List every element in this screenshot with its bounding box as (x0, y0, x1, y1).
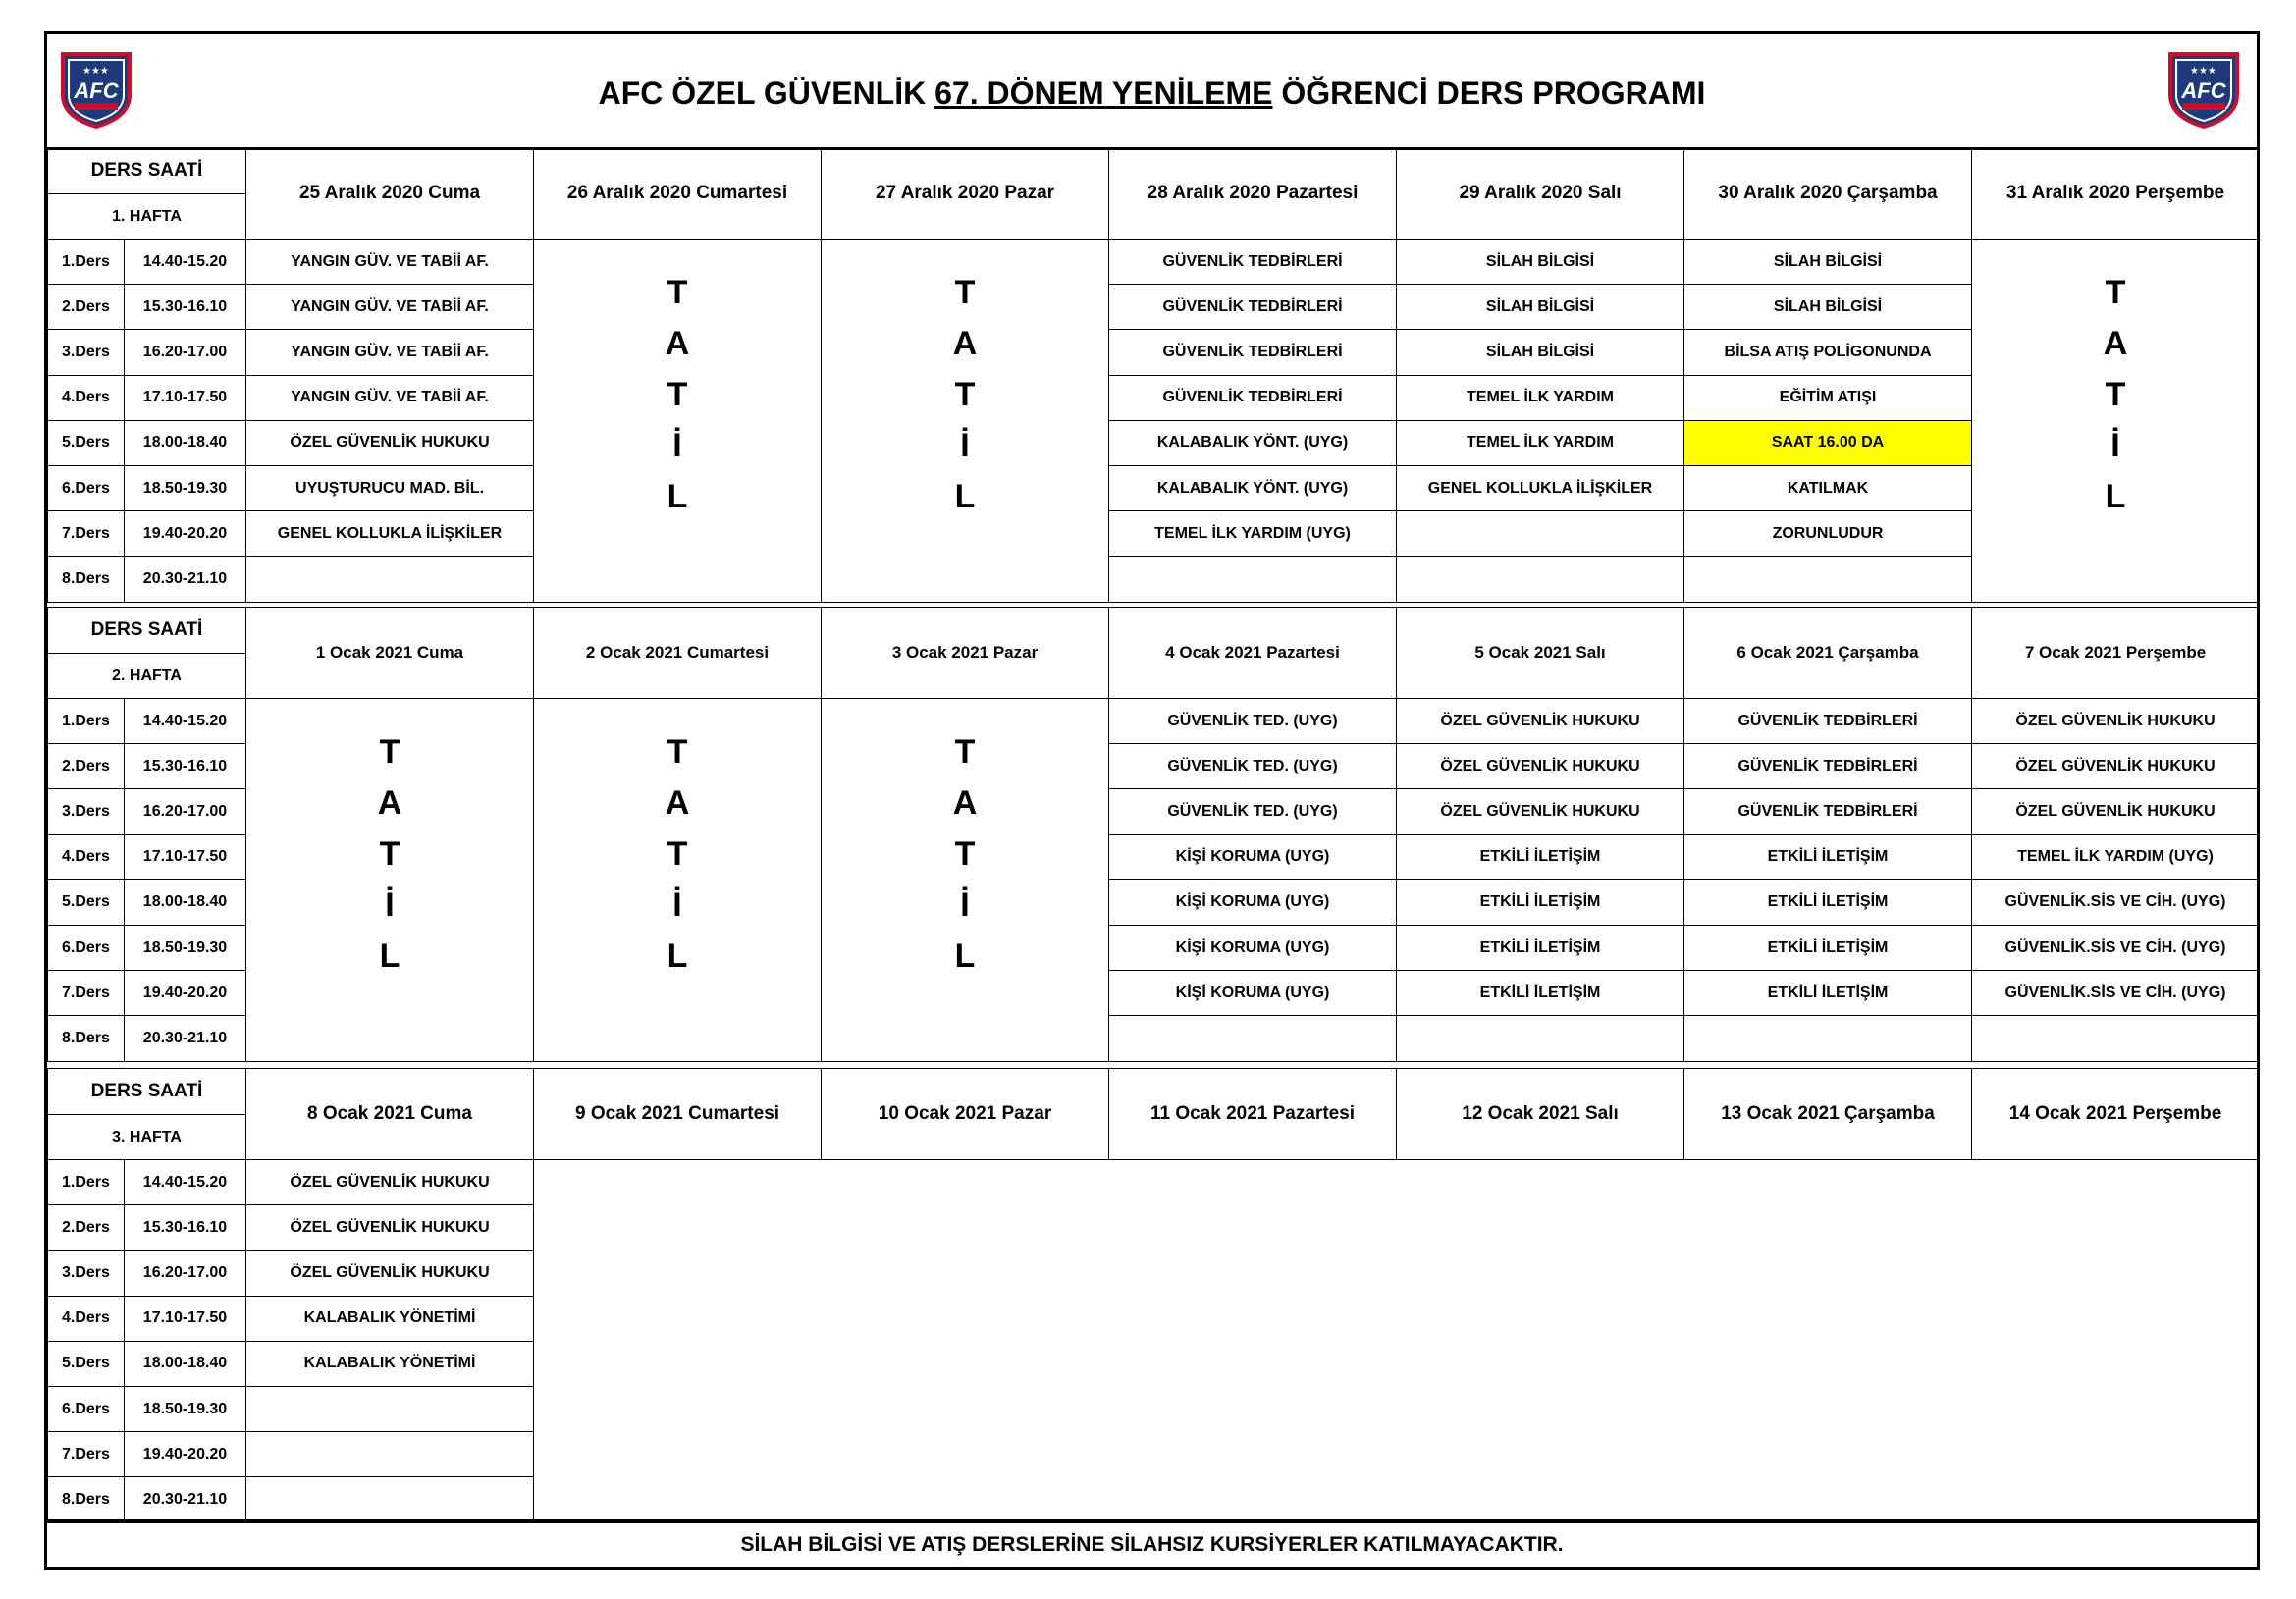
holiday-letter: L (667, 937, 688, 975)
lesson-time: 16.20-17.00 (125, 330, 246, 375)
svg-text:★★★: ★★★ (82, 66, 109, 77)
lesson-cell: GÜVENLİK TED. (UYG) (1109, 744, 1397, 789)
lesson-cell (1397, 1016, 1684, 1061)
day-header: 26 Aralık 2020 Cumartesi (534, 148, 822, 240)
lesson-number: 4.Ders (48, 1296, 125, 1341)
lesson-time: 15.30-16.10 (125, 285, 246, 330)
lesson-time: 18.50-19.30 (125, 1386, 246, 1431)
logo-text: AFC (2181, 79, 2226, 103)
lesson-cell: GÜVENLİK TEDBİRLERİ (1109, 285, 1397, 330)
lesson-time: 17.10-17.50 (125, 834, 246, 879)
lesson-time: 19.40-20.20 (125, 971, 246, 1016)
lesson-cell: GÜVENLİK TEDBİRLERİ (1109, 330, 1397, 375)
lesson-cell: YANGIN GÜV. VE TABİİ AF. (246, 330, 534, 375)
page-title: AFC ÖZEL GÜVENLİK 67. DÖNEM YENİLEME ÖĞRENCİ DERS PROGRAMI (598, 76, 1706, 111)
lesson-number: 5.Ders (48, 1341, 125, 1386)
week-table-1 (47, 147, 2260, 603)
lesson-time: 15.30-16.10 (125, 1205, 246, 1251)
day-header: 4 Ocak 2021 Pazartesi (1109, 608, 1397, 699)
holiday-letter: İ (385, 886, 395, 924)
lesson-time: 17.10-17.50 (125, 1296, 246, 1341)
lesson-number: 1.Ders (48, 699, 125, 744)
lesson-number: 3.Ders (48, 789, 125, 834)
holiday-cell (534, 240, 822, 603)
lesson-cell: TEMEL İLK YARDIM (UYG) (1109, 511, 1397, 557)
lesson-cell (1397, 557, 1684, 602)
holiday-cell (1972, 240, 2260, 603)
ders-saati-header: DERS SAATİ (48, 608, 246, 654)
lesson-cell: GÜVENLİK TEDBİRLERİ (1684, 744, 1972, 789)
week-table-2 (47, 607, 2260, 1062)
lesson-cell: GÜVENLİK.SİS VE CİH. (UYG) (1972, 879, 2260, 925)
lesson-cell (1684, 1016, 1972, 1061)
holiday-letter: A (2103, 325, 2128, 362)
lesson-cell: ÖZEL GÜVENLİK HUKUKU (246, 420, 534, 465)
lesson-number: 4.Ders (48, 834, 125, 879)
lesson-number: 8.Ders (48, 1016, 125, 1061)
day-header: 11 Ocak 2021 Pazartesi (1109, 1069, 1397, 1160)
lesson-time: 18.00-18.40 (125, 1341, 246, 1386)
holiday-letter: T (667, 835, 688, 873)
lesson-cell: ÖZEL GÜVENLİK HUKUKU (246, 1160, 534, 1205)
lesson-cell: SİLAH BİLGİSİ (1684, 285, 1972, 330)
lesson-cell: GENEL KOLLUKLA İLİŞKİLER (1397, 465, 1684, 510)
lesson-number: 5.Ders (48, 420, 125, 465)
day-header: 30 Aralık 2020 Çarşamba (1684, 148, 1972, 240)
lesson-cell: GENEL KOLLUKLA İLİŞKİLER (246, 511, 534, 557)
holiday-letter: İ (960, 427, 970, 464)
lesson-number: 2.Ders (48, 744, 125, 789)
lesson-time: 16.20-17.00 (125, 1251, 246, 1296)
lesson-number: 1.Ders (48, 240, 125, 285)
lesson-cell (1397, 511, 1684, 557)
lesson-number: 7.Ders (48, 511, 125, 557)
day-header: 12 Ocak 2021 Salı (1397, 1069, 1684, 1160)
lesson-time: 20.30-21.10 (125, 1477, 246, 1522)
lesson-number: 3.Ders (48, 1251, 125, 1296)
lesson-time: 14.40-15.20 (125, 240, 246, 285)
lesson-cell: KALABALIK YÖNETİMİ (246, 1341, 534, 1386)
holiday-letter: A (665, 784, 690, 822)
schedule-sheet (44, 31, 2260, 1570)
lesson-cell: YANGIN GÜV. VE TABİİ AF. (246, 240, 534, 285)
afc-logo-right (2161, 44, 2247, 131)
holiday-letter: İ (960, 886, 970, 924)
ders-saati-header: DERS SAATİ (48, 1069, 246, 1115)
lesson-cell: TEMEL İLK YARDIM (UYG) (1972, 834, 2260, 879)
day-header: 13 Ocak 2021 Çarşamba (1684, 1069, 1972, 1160)
holiday-letter: T (954, 376, 976, 413)
lesson-number: 7.Ders (48, 1432, 125, 1477)
lesson-time: 20.30-21.10 (125, 1016, 246, 1061)
day-header: 2 Ocak 2021 Cumartesi (534, 608, 822, 699)
lesson-cell: ETKİLİ İLETİŞİM (1397, 971, 1684, 1016)
lesson-cell: ETKİLİ İLETİŞİM (1397, 879, 1684, 925)
lesson-number: 7.Ders (48, 971, 125, 1016)
holiday-letter: T (667, 274, 688, 311)
lesson-cell: ÖZEL GÜVENLİK HUKUKU (1397, 789, 1684, 834)
lesson-number: 2.Ders (48, 1205, 125, 1251)
lesson-cell (246, 557, 534, 602)
lesson-number: 8.Ders (48, 557, 125, 602)
holiday-letter: L (954, 478, 976, 515)
holiday-cell (822, 699, 1109, 1062)
lesson-cell: GÜVENLİK TEDBİRLERİ (1109, 375, 1397, 420)
week-table-3 (47, 1068, 2260, 1523)
lesson-time: 18.00-18.40 (125, 879, 246, 925)
lesson-cell: ÖZEL GÜVENLİK HUKUKU (1972, 789, 2260, 834)
lesson-cell: ETKİLİ İLETİŞİM (1684, 834, 1972, 879)
lesson-cell: GÜVENLİK.SİS VE CİH. (UYG) (1972, 925, 2260, 970)
holiday-letter: L (954, 937, 976, 975)
lesson-cell: ÖZEL GÜVENLİK HUKUKU (1397, 744, 1684, 789)
lesson-cell: TEMEL İLK YARDIM (1397, 375, 1684, 420)
lesson-cell: SAAT 16.00 DA (1684, 420, 1972, 465)
lesson-number: 8.Ders (48, 1477, 125, 1522)
lesson-cell: ÖZEL GÜVENLİK HUKUKU (1972, 744, 2260, 789)
lesson-cell: KİŞİ KORUMA (UYG) (1109, 925, 1397, 970)
lesson-cell: KİŞİ KORUMA (UYG) (1109, 971, 1397, 1016)
holiday-cell (822, 240, 1109, 603)
lesson-cell (246, 1477, 534, 1522)
lesson-number: 6.Ders (48, 925, 125, 970)
empty-area (534, 1160, 2260, 1523)
day-header: 9 Ocak 2021 Cumartesi (534, 1069, 822, 1160)
holiday-cell (534, 699, 822, 1062)
lesson-cell (1684, 557, 1972, 602)
lesson-cell: ETKİLİ İLETİŞİM (1684, 879, 1972, 925)
day-header: 25 Aralık 2020 Cuma (246, 148, 534, 240)
holiday-letter: İ (2110, 427, 2120, 464)
svg-text:★★★: ★★★ (2190, 66, 2216, 77)
day-header: 1 Ocak 2021 Cuma (246, 608, 534, 699)
week-label: 1. HAFTA (48, 194, 246, 240)
holiday-letter: T (667, 733, 688, 771)
day-header: 6 Ocak 2021 Çarşamba (1684, 608, 1972, 699)
lesson-time: 17.10-17.50 (125, 375, 246, 420)
lesson-cell (1109, 1016, 1397, 1061)
lesson-cell: ZORUNLUDUR (1684, 511, 1972, 557)
lesson-cell: ETKİLİ İLETİŞİM (1684, 925, 1972, 970)
lesson-number: 6.Ders (48, 465, 125, 510)
day-header: 5 Ocak 2021 Salı (1397, 608, 1684, 699)
lesson-cell: ETKİLİ İLETİŞİM (1684, 971, 1972, 1016)
day-header: 3 Ocak 2021 Pazar (822, 608, 1109, 699)
lesson-time: 16.20-17.00 (125, 789, 246, 834)
holiday-letter: T (954, 835, 976, 873)
lesson-cell: GÜVENLİK TEDBİRLERİ (1684, 699, 1972, 744)
lesson-cell: ETKİLİ İLETİŞİM (1397, 834, 1684, 879)
day-header: 28 Aralık 2020 Pazartesi (1109, 148, 1397, 240)
lesson-cell: UYUŞTURUCU MAD. BİL. (246, 465, 534, 510)
holiday-letter: T (2105, 274, 2126, 311)
lesson-time: 20.30-21.10 (125, 557, 246, 602)
lesson-time: 14.40-15.20 (125, 1160, 246, 1205)
lesson-time: 15.30-16.10 (125, 744, 246, 789)
day-header: 14 Ocak 2021 Perşembe (1972, 1069, 2260, 1160)
lesson-cell: KALABALIK YÖNETİMİ (246, 1296, 534, 1341)
lesson-cell: GÜVENLİK TED. (UYG) (1109, 789, 1397, 834)
lesson-cell: GÜVENLİK.SİS VE CİH. (UYG) (1972, 971, 2260, 1016)
lesson-cell: GÜVENLİK TED. (UYG) (1109, 699, 1397, 744)
lesson-cell: ÖZEL GÜVENLİK HUKUKU (1397, 699, 1684, 744)
footer-note: SİLAH BİLGİSİ VE ATIŞ DERSLERİNE SİLAHSIZ KURSİYERLER KATILMAYACAKTIR. (47, 1519, 2257, 1567)
lesson-cell: GÜVENLİK TEDBİRLERİ (1109, 240, 1397, 285)
holiday-letter: A (377, 784, 402, 822)
lesson-number: 2.Ders (48, 285, 125, 330)
lesson-cell (1972, 1016, 2260, 1061)
holiday-letter: A (665, 325, 690, 362)
lesson-number: 4.Ders (48, 375, 125, 420)
lesson-time: 14.40-15.20 (125, 699, 246, 744)
lesson-number: 1.Ders (48, 1160, 125, 1205)
week-label: 2. HAFTA (48, 654, 246, 699)
lesson-cell: KALABALIK YÖNT. (UYG) (1109, 420, 1397, 465)
holiday-letter: T (379, 733, 400, 771)
holiday-cell (246, 699, 534, 1062)
holiday-letter: T (954, 274, 976, 311)
holiday-letter: L (379, 937, 400, 975)
lesson-cell: TEMEL İLK YARDIM (1397, 420, 1684, 465)
title-bar (47, 34, 2257, 150)
lesson-cell: YANGIN GÜV. VE TABİİ AF. (246, 375, 534, 420)
lesson-cell: ÖZEL GÜVENLİK HUKUKU (1972, 699, 2260, 744)
lesson-time: 18.50-19.30 (125, 925, 246, 970)
lesson-cell (246, 1432, 534, 1477)
lesson-cell (246, 1386, 534, 1431)
lesson-number: 5.Ders (48, 879, 125, 925)
holiday-letter: L (667, 478, 688, 515)
lesson-cell: ETKİLİ İLETİŞİM (1397, 925, 1684, 970)
lesson-cell: KİŞİ KORUMA (UYG) (1109, 834, 1397, 879)
lesson-cell: BİLSA ATIŞ POLİGONUNDA (1684, 330, 1972, 375)
day-header: 27 Aralık 2020 Pazar (822, 148, 1109, 240)
lesson-time: 18.50-19.30 (125, 465, 246, 510)
holiday-letter: L (2105, 478, 2126, 515)
lesson-cell (1109, 557, 1397, 602)
holiday-letter: T (2105, 376, 2126, 413)
lesson-cell: GÜVENLİK TEDBİRLERİ (1684, 789, 1972, 834)
holiday-letter: A (952, 784, 978, 822)
ders-saati-header: DERS SAATİ (48, 148, 246, 194)
lesson-cell: YANGIN GÜV. VE TABİİ AF. (246, 285, 534, 330)
lesson-time: 18.00-18.40 (125, 420, 246, 465)
holiday-letter: İ (672, 886, 682, 924)
holiday-letter: T (954, 733, 976, 771)
lesson-time: 19.40-20.20 (125, 1432, 246, 1477)
day-header: 10 Ocak 2021 Pazar (822, 1069, 1109, 1160)
holiday-letter: T (667, 376, 688, 413)
lesson-cell: SİLAH BİLGİSİ (1397, 285, 1684, 330)
lesson-time: 19.40-20.20 (125, 511, 246, 557)
holiday-letter: T (379, 835, 400, 873)
lesson-cell: SİLAH BİLGİSİ (1397, 330, 1684, 375)
lesson-number: 3.Ders (48, 330, 125, 375)
lesson-cell: KALABALIK YÖNT. (UYG) (1109, 465, 1397, 510)
day-header: 7 Ocak 2021 Perşembe (1972, 608, 2260, 699)
lesson-cell: SİLAH BİLGİSİ (1397, 240, 1684, 285)
lesson-cell: ÖZEL GÜVENLİK HUKUKU (246, 1251, 534, 1296)
lesson-number: 6.Ders (48, 1386, 125, 1431)
logo-text: AFC (74, 79, 119, 103)
lesson-cell: EĞİTİM ATIŞI (1684, 375, 1972, 420)
day-header: 31 Aralık 2020 Perşembe (1972, 148, 2260, 240)
holiday-letter: İ (672, 427, 682, 464)
lesson-cell: SİLAH BİLGİSİ (1684, 240, 1972, 285)
holiday-letter: A (952, 325, 978, 362)
lesson-cell: ÖZEL GÜVENLİK HUKUKU (246, 1205, 534, 1251)
day-header: 29 Aralık 2020 Salı (1397, 148, 1684, 240)
day-header: 8 Ocak 2021 Cuma (246, 1069, 534, 1160)
week-label: 3. HAFTA (48, 1115, 246, 1160)
lesson-cell: KİŞİ KORUMA (UYG) (1109, 879, 1397, 925)
lesson-cell: KATILMAK (1684, 465, 1972, 510)
